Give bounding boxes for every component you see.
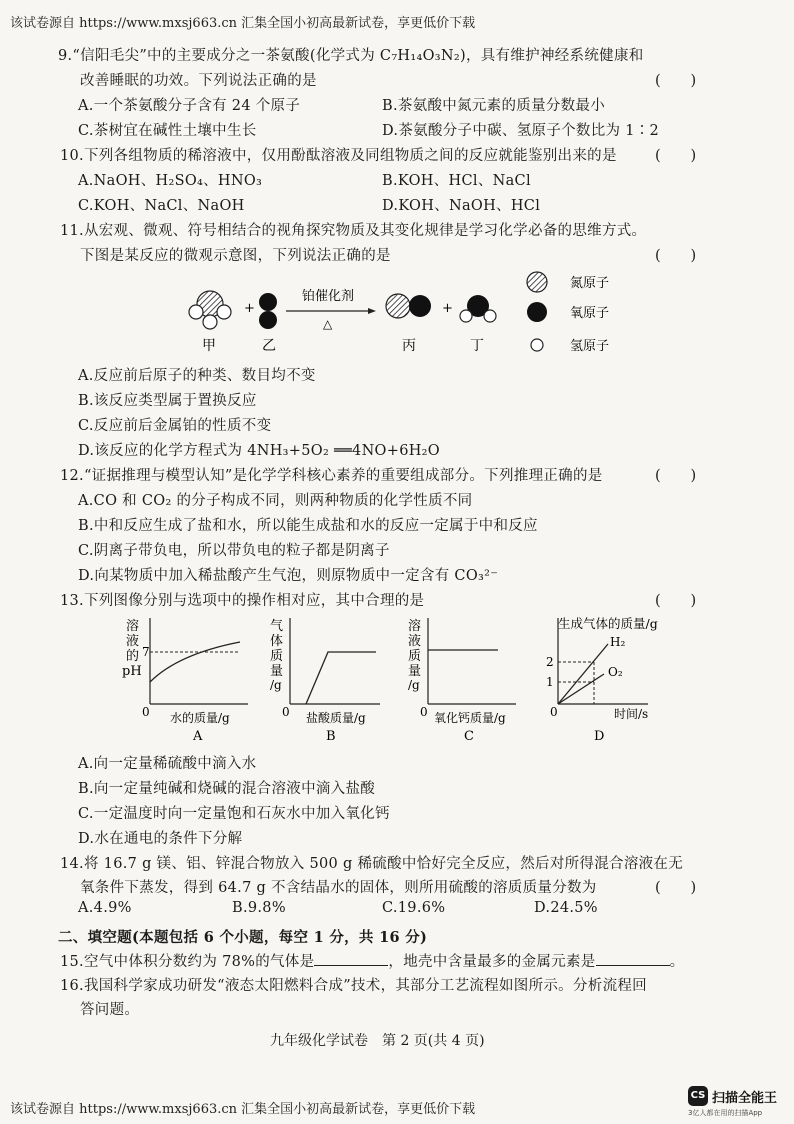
q15-part1: 15.空气中体积分数约为 78%的气体是 (60, 954, 315, 970)
graph-d-h2-label: H₂ (610, 635, 626, 649)
graph-d-ylabel: 生成气体的质量/g (558, 616, 658, 631)
q11-option-a: A.反应前后原子的种类、数目均不变 (78, 368, 316, 384)
graph-d-h2-line (558, 644, 608, 704)
q10-option-c: C.KOH、NaCl、NaOH (78, 198, 245, 214)
molecule-jia (189, 291, 231, 329)
q13-graphs (118, 612, 678, 750)
q13-option-d: D.水在通电的条件下分解 (78, 831, 243, 847)
graph-c-origin: 0 (420, 705, 428, 719)
q9-stem-line1: 9.“信阳毛尖”中的主要成分之一茶氨酸(化学式为 C₇H₁₄O₃N₂)，具有维护神经系统健康和 (58, 48, 644, 64)
heat-symbol: △ (323, 317, 333, 331)
graph-c-ylabel-3: 质 (408, 649, 422, 664)
graph-a-curve (150, 642, 240, 682)
legend-oxygen-label: 氧原子 (570, 306, 610, 321)
q12-answer-paren: ( ) (655, 468, 697, 484)
molecule-bing (386, 294, 431, 318)
q11-stem-line2: 下图是某反应的微观示意图，下列说法正确的是 (80, 248, 391, 264)
graph-c-xlabel: 氧化钙质量/g (434, 711, 506, 725)
q14-stem-line1: 14.将 16.7 g 镁、铝、锌混合物放入 500 g 稀硫酸中恰好完全反应，然后对所得混合溶液在无 (60, 856, 684, 872)
graph-a (122, 618, 248, 744)
q9-option-b: B.茶氨酸中氮元素的质量分数最小 (382, 98, 606, 114)
q15-blank-1[interactable] (314, 951, 388, 966)
graph-a-tick-7: 7 (142, 645, 150, 659)
graph-c-ylabel-5: /g (408, 678, 420, 692)
scanner-logo (688, 1086, 780, 1120)
q14-answer-paren: ( ) (655, 880, 697, 896)
graph-c-ylabel-4: 量 (408, 664, 422, 679)
graph-c-ylabel-2: 液 (408, 634, 422, 649)
graph-d-o2-label: O₂ (608, 665, 623, 679)
scanner-badge: CS (688, 1086, 708, 1106)
graph-a-ylabel-3: 的 (126, 649, 140, 664)
q12-option-d: D.向某物质中加入稀盐酸产生气泡，则原物质中一定含有 CO₃²⁻ (78, 568, 499, 584)
graph-d-xlabel: 时间/s (614, 707, 649, 721)
reaction-arrow-head (368, 308, 376, 314)
legend-hydrogen-label: 氢原子 (570, 339, 610, 354)
q14-option-b: B.9.8% (232, 900, 286, 916)
graph-d-caption: D (594, 729, 605, 744)
graph-b-ylabel-4: 量 (270, 664, 284, 679)
q9-stem-line2: 改善睡眠的功效。下列说法正确的是 (80, 73, 317, 89)
q12-option-a: A.CO 和 CO₂ 的分子构成不同，则两种物质的化学性质不同 (78, 493, 473, 509)
q13-option-c: C.一定温度时向一定量饱和石灰水中加入氧化钙 (78, 806, 390, 822)
graph-a-origin: 0 (142, 705, 150, 719)
scanner-name: 扫描全能王 (712, 1091, 778, 1106)
graph-d-origin: 0 (550, 705, 558, 719)
q14-stem-line2: 氧条件下蒸发，得到 64.7 g 不含结晶水的固体，则所用硫酸的溶质质量分数为 (80, 880, 597, 896)
graph-c-ylabel-1: 溶 (408, 619, 422, 634)
q9-option-d: D.茶氨酸分子中碳、氢原子个数比为 1∶2 (382, 123, 660, 139)
graph-a-caption: A (193, 729, 203, 744)
q10-option-a: A.NaOH、H₂SO₄、HNO₃ (78, 173, 263, 189)
label-jia: 甲 (202, 338, 216, 354)
graph-b-line (306, 652, 376, 704)
graph-a-ylabel-1: 溶 (126, 619, 140, 634)
graph-b-ylabel-5: /g (270, 678, 282, 692)
q11-answer-paren: ( ) (655, 248, 697, 264)
q12-option-b: B.中和反应生成了盐和水，所以能生成盐和水的反应一定属于中和反应 (78, 518, 538, 534)
q9-answer-paren: ( ) (655, 73, 697, 89)
q14-option-d: D.24.5% (534, 900, 598, 916)
q11-option-b: B.该反应类型属于置换反应 (78, 393, 257, 409)
q13-stem: 13.下列图像分别与选项中的操作相对应，其中合理的是 (60, 593, 425, 609)
q11-stem-line1: 11.从宏观、微观、符号相结合的视角探究物质及其变化规律是学习化学必备的思维方式。 (60, 223, 647, 239)
graph-c (408, 618, 516, 744)
graph-b (270, 618, 380, 744)
q11-option-d: D.该反应的化学方程式为 4NH₃+5O₂ ══4NO+6H₂O (78, 443, 440, 459)
graph-a-ylabel-2: 液 (126, 634, 140, 649)
graph-d-tick-1: 1 (546, 675, 554, 689)
q10-answer-paren: ( ) (655, 148, 697, 164)
catalyst-label: 铂催化剂 (302, 289, 355, 304)
q13-answer-paren: ( ) (655, 593, 697, 609)
scanner-tagline: 3亿人都在用的扫描App (688, 1109, 763, 1117)
watermark-bottom: 该试卷源自 https://www.mxsj663.cn 汇集全国小初高最新试卷，享更低价下载 (10, 1102, 476, 1117)
page-footer: 九年级化学试卷 第 2 页(共 4 页) (270, 1033, 485, 1049)
graph-a-ylabel-4: pH (122, 664, 142, 679)
graph-d (546, 616, 658, 744)
q10-option-d: D.KOH、NaOH、HCl (382, 198, 541, 214)
graph-b-caption: B (326, 729, 336, 744)
label-ding: 丁 (470, 338, 484, 354)
q9-option-a: A.一个茶氨酸分子含有 24 个原子 (78, 98, 301, 114)
q12-stem: 12.“证据推理与模型认知”是化学学科核心素养的重要组成部分。下列推理正确的是 (60, 468, 603, 484)
reaction-micro-diagram (180, 268, 630, 358)
plus-sign-2: + (442, 301, 453, 316)
graph-b-ylabel-1: 气 (270, 619, 284, 634)
label-bing: 丙 (402, 338, 416, 354)
q16-stem-line2: 答问题。 (80, 1002, 140, 1018)
q12-option-c: C.阴离子带负电，所以带负电的粒子都是阴离子 (78, 543, 390, 559)
plus-sign: + (244, 301, 255, 316)
q11-option-c: C.反应前后金属铂的性质不变 (78, 418, 272, 434)
graph-b-xlabel: 盐酸质量/g (306, 711, 366, 725)
molecule-yi (259, 293, 277, 329)
graph-c-caption: C (464, 729, 474, 744)
graph-d-tick-2: 2 (546, 655, 554, 669)
q13-option-a: A.向一定量稀硫酸中滴入水 (78, 756, 257, 772)
q15 (60, 950, 684, 971)
q14-option-c: C.19.6% (382, 900, 446, 916)
legend-nitrogen-label: 氮原子 (570, 276, 610, 291)
legend-oxygen (527, 302, 609, 322)
q15-blank-2[interactable] (596, 951, 670, 966)
q15-part2: ，地壳中含量最多的金属元素是 (388, 954, 596, 970)
graph-b-ylabel-3: 质 (270, 649, 284, 664)
q10-stem: 10.下列各组物质的稀溶液中，仅用酚酞溶液及同组物质之间的反应就能鉴别出来的是 (60, 148, 617, 164)
molecule-ding (460, 295, 496, 322)
legend-hydrogen (531, 339, 609, 354)
legend-nitrogen (527, 272, 609, 292)
graph-a-xlabel: 水的质量/g (170, 711, 230, 725)
q10-option-b: B.KOH、HCl、NaCl (382, 173, 531, 189)
graph-d-o2-line (558, 674, 604, 704)
q13-option-b: B.向一定量纯碱和烧碱的混合溶液中滴入盐酸 (78, 781, 376, 797)
q14-option-a: A.4.9% (78, 900, 132, 916)
q15-part3: 。 (669, 954, 685, 970)
q9-option-c: C.茶树宜在碱性土壤中生长 (78, 123, 257, 139)
graph-b-ylabel-2: 体 (270, 634, 284, 649)
graph-b-origin: 0 (282, 705, 290, 719)
watermark-top: 该试卷源自 https://www.mxsj663.cn 汇集全国小初高最新试卷，享更低价下载 (10, 16, 476, 31)
section-2-heading: 二、填空题(本题包括 6 个小题，每空 1 分，共 16 分) (58, 929, 428, 946)
label-yi: 乙 (262, 338, 276, 354)
q16-stem-line1: 16.我国科学家成功研发“液态太阳燃料合成”技术，其部分工艺流程如图所示。分析流程回 (60, 978, 647, 994)
